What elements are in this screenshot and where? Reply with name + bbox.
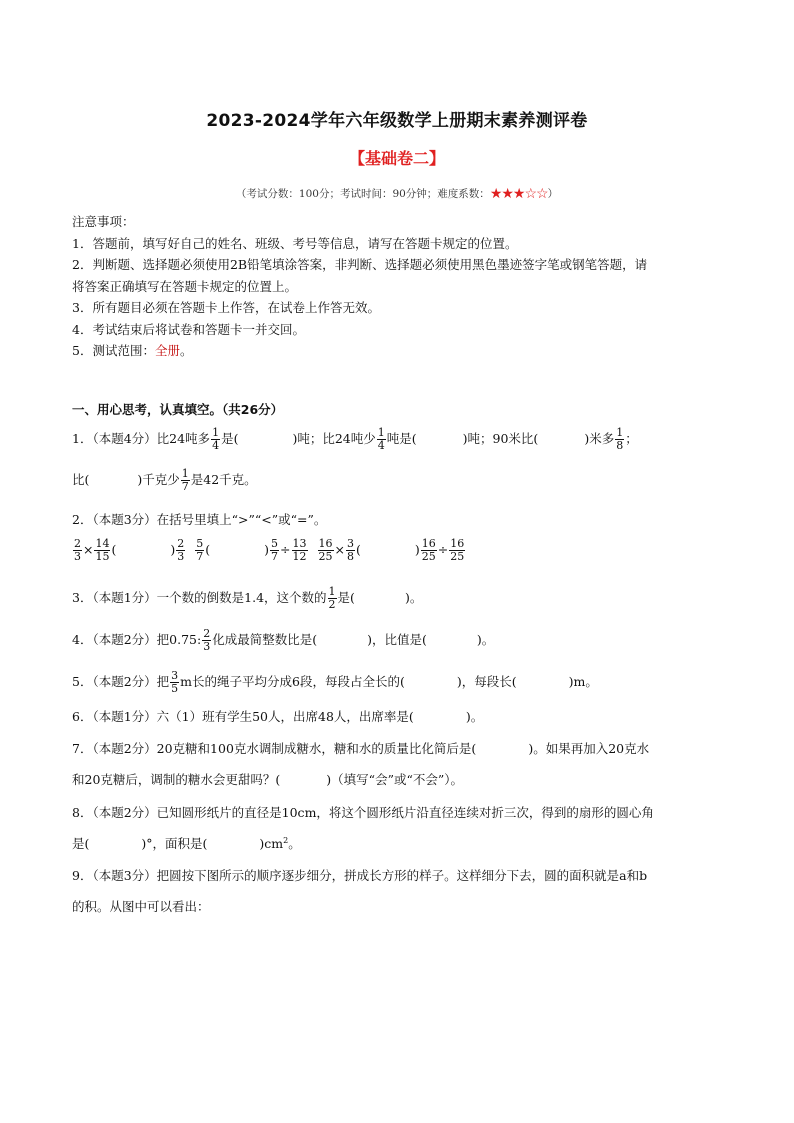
question-text: m长的绳子平均分成6段，每段占全长的(: [180, 674, 405, 689]
question-text: )cm: [259, 836, 284, 851]
star-empty-icon: ☆☆: [524, 186, 548, 202]
note-item: 将答案正确填写在答题卡规定的位置上。: [72, 278, 298, 294]
denominator: 3: [203, 640, 211, 653]
denominator: 25: [318, 550, 333, 563]
question-4: [72, 628, 732, 653]
exam-subtitle: 【基础卷二】: [348, 149, 445, 168]
exam-info-suffix: ）: [547, 188, 559, 200]
question-text: )。: [404, 590, 423, 605]
question-text: )m。: [568, 674, 598, 689]
notes-block: [72, 211, 722, 362]
question-text: 是(: [221, 431, 239, 446]
question-5: [72, 670, 732, 695]
question-8-line-2: [72, 834, 732, 852]
question-text: (: [356, 542, 361, 557]
fraction: [346, 538, 355, 563]
denominator: 3: [177, 550, 185, 563]
question-text: 4．（本题2分）把0.75:: [72, 632, 202, 647]
note-item-text: 5．测试范围：: [72, 343, 155, 358]
question-text: 5．（本题2分）把: [72, 674, 170, 689]
question-7-line-1: [72, 739, 732, 757]
question-text: 是(: [337, 590, 355, 605]
question-1-line-2: [72, 468, 732, 493]
numerator: 1: [181, 467, 189, 480]
fraction: [202, 628, 211, 653]
numerator: 5: [196, 537, 204, 550]
numerator: 1: [328, 585, 336, 598]
note-item: 1．答题前，填写好自己的姓名、班级、考号等信息，请写在答题卡规定的位置。: [72, 235, 518, 251]
numerator: 16: [421, 537, 436, 550]
question-text: )千克少: [137, 472, 180, 487]
question-text: )。如果再加入20克水: [528, 741, 650, 756]
fraction: [615, 427, 624, 452]
denominator: 7: [196, 550, 204, 563]
question-text: )。: [476, 632, 495, 647]
notes-heading: 注意事项：: [72, 214, 135, 229]
fraction: [421, 538, 437, 563]
question-text: )吨；90米比(: [462, 431, 539, 446]
question-text: ): [170, 542, 176, 557]
question-text: (: [111, 542, 117, 557]
question-6: [72, 707, 732, 725]
question-text: )°，面积是(: [141, 836, 208, 851]
fraction: [176, 538, 185, 563]
difficulty-stars: [490, 186, 548, 202]
fraction: [170, 670, 179, 695]
compare-item-b: [194, 537, 308, 563]
numerator: 5: [271, 537, 279, 550]
numerator: 14: [95, 537, 110, 550]
question-text: )米多: [584, 431, 615, 446]
fraction: [449, 538, 465, 563]
question-text: ): [414, 542, 420, 557]
question-text: 1．（本题4分）比24吨多: [72, 431, 211, 446]
numerator: 1: [616, 426, 624, 439]
denominator: 8: [616, 439, 624, 452]
numerator: 3: [347, 537, 355, 550]
denominator: 2: [328, 598, 336, 611]
fraction: [270, 538, 279, 563]
fraction: [318, 538, 334, 563]
fraction: [94, 538, 110, 563]
question-text: 6．（本题1分）六（1）班有学生50人，出席48人，出席率是(: [72, 709, 414, 724]
numerator: 13: [292, 537, 307, 550]
fraction: [292, 538, 308, 563]
compare-item-a: [72, 537, 186, 563]
fraction: [211, 427, 220, 452]
question-text: 是42千克。: [190, 472, 257, 487]
operator: ÷: [437, 542, 449, 557]
question-text: 吨是(: [386, 431, 417, 446]
question-9-line-2: 的积。从图中可以看出：: [72, 899, 210, 914]
question-text: ；: [625, 431, 638, 446]
numerator: 2: [177, 537, 185, 550]
note-item: [72, 340, 722, 362]
question-8-line-1: 8．（本题2分）已知圆形纸片的直径是10cm，将这个圆形纸片沿直径连续对折三次，得到的扇形的圆心角: [72, 805, 654, 820]
question-2-items: [72, 538, 732, 563]
denominator: 4: [377, 439, 385, 452]
numerator: 16: [318, 537, 333, 550]
compare-item-c: [317, 537, 467, 563]
question-2: 2．（本题3分）在括号里填上“>”“<”或“=”。: [72, 512, 327, 527]
numerator: 16: [450, 537, 465, 550]
note-item-text: 。: [179, 343, 193, 358]
question-text: 化成最简整数比是(: [212, 632, 318, 647]
question-3: [72, 586, 732, 611]
question-text: )（填写“会”或“不会”）。: [326, 772, 463, 787]
denominator: 15: [95, 550, 110, 563]
denominator: 25: [450, 550, 465, 563]
question-text: 比(: [72, 472, 90, 487]
denominator: 12: [292, 550, 307, 563]
fraction: [181, 468, 190, 493]
section-heading: 一、用心思考，认真填空。（共26分）: [72, 402, 284, 417]
question-text: 。: [288, 836, 301, 851]
denominator: 25: [421, 550, 436, 563]
note-item: 3．所有题目必须在答题卡上作答，在试卷上作答无效。: [72, 300, 380, 315]
question-1-line-1: [72, 427, 732, 452]
question-9-line-1: 9．（本题3分）把圆按下图所示的顺序逐步细分，拼成长方形的样子。这样细分下去，圆的面积就是a和b: [72, 868, 648, 883]
fraction: [328, 586, 337, 611]
exam-info-text: （考试分数：100分；考试时间：90分钟；难度系数：: [235, 188, 490, 200]
question-text: 是(: [72, 836, 90, 851]
fraction: [195, 538, 204, 563]
test-range: 全册: [154, 343, 180, 358]
operator: ×: [334, 542, 346, 557]
question-text: (: [205, 542, 211, 557]
denominator: 3: [74, 550, 81, 563]
note-item: 4．考试结束后将试卷和答题卡一并交回。: [72, 321, 305, 337]
question-text: 7．（本题2分）20克糖和100克水调制成糖水，糖和水的质量比化简后是(: [72, 741, 477, 756]
question-text: )。: [465, 709, 484, 724]
numerator: 2: [203, 627, 211, 640]
question-7-line-2: [72, 770, 732, 788]
numerator: 1: [377, 426, 385, 439]
denominator: 7: [271, 550, 279, 563]
fraction: [377, 427, 386, 452]
exam-info: [0, 186, 794, 202]
fraction: [73, 538, 82, 563]
question-text: )吨；比24吨少: [292, 431, 376, 446]
denominator: 7: [181, 480, 189, 493]
denominator: 4: [212, 439, 220, 452]
numerator: 1: [212, 426, 220, 439]
operator: ×: [83, 542, 94, 557]
question-text: ): [264, 542, 270, 557]
numerator: 3: [171, 669, 179, 682]
question-text: )，比值是(: [367, 632, 427, 647]
superscript: 2: [283, 835, 289, 845]
exam-title: 2023-2024学年六年级数学上册期末素养测评卷: [206, 111, 588, 131]
question-text: 3．（本题1分）一个数的倒数是1.4，这个数的: [72, 590, 327, 605]
note-item: 2．判断题、选择题必须使用2B铅笔填涂答案，非判断、选择题必须使用黑色墨迹签字笔或钢笔答题，请: [72, 257, 648, 272]
denominator: 8: [347, 550, 355, 563]
operator: ÷: [280, 542, 291, 557]
numerator: 2: [74, 537, 81, 550]
question-text: 和20克糖后，调制的糖水会更甜吗？(: [72, 772, 281, 787]
star-filled-icon: ★★★: [489, 186, 525, 202]
question-text: )，每段长(: [456, 674, 517, 689]
denominator: 5: [171, 682, 179, 695]
